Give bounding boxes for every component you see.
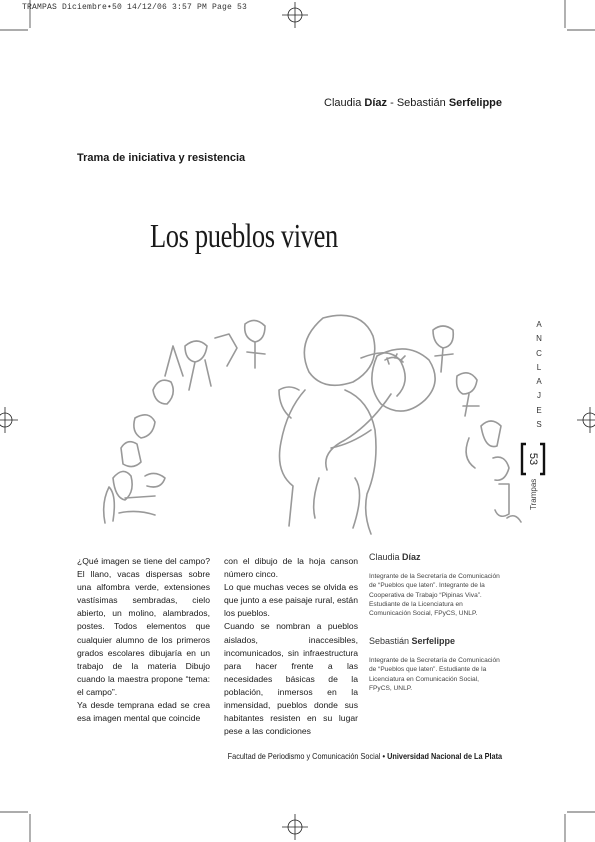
article-title: Los pueblos viven [150, 218, 338, 255]
bio-author-2-name [369, 636, 455, 646]
print-slug: TRAMPAS Diciembre•50 14/12/06 3:57 PM Page 53 [22, 3, 248, 12]
side-letter: N [536, 334, 542, 344]
footer-university: Universidad Nacional de La Plata [387, 751, 502, 761]
bio-author-1-name [369, 552, 421, 562]
side-letter: J [537, 391, 541, 401]
page-number: 53 [527, 452, 539, 466]
body-paragraph: con el dibujo de la hoja canson número cinco. [224, 556, 358, 580]
side-letter: A [536, 377, 542, 387]
section-name: Trampas [529, 478, 538, 510]
body-paragraph: Ya desde temprana edad se crea esa imagen mental que coincide [77, 700, 210, 724]
page-number-box [520, 442, 546, 476]
side-letter: C [536, 348, 542, 358]
side-letter: E [536, 405, 542, 415]
page-footer [228, 751, 502, 761]
author-separator: - [390, 97, 394, 109]
bio-last-name: Serfelippe [411, 636, 456, 646]
body-column-1 [77, 555, 210, 725]
side-letter: L [536, 362, 542, 372]
footer-bullet: • [382, 751, 385, 761]
section-side-letters [533, 318, 545, 432]
bio-last-name: Díaz [402, 552, 421, 562]
bio-first-name: Claudia [369, 552, 400, 562]
side-letter: A [536, 320, 542, 329]
bio-author-2-text: Integrante de la Secretaría de Comunicación de “Pueblos que laten”. Estudiante de la Licenciatura en Comunicación Social, FPyCS, UNLP. [369, 657, 500, 692]
author2-last-name: Serfelippe [448, 97, 502, 109]
article-kicker: Trama de iniciativa y resistencia [77, 152, 246, 164]
bio-first-name: Sebastián [369, 636, 410, 646]
body-paragraph: Cuando se nombran a pueblos aislados, inaccesibles, incomunicados, sin infraestructura para hacer frente a las necesidades básicas de la población, inmersos en la inmensidad, pueblos donde sus habitantes resisten en su lugar pese a las condiciones [224, 621, 358, 737]
bio-author-1-text: Integrante de la Secretaría de Comunicación de “Pueblos que laten”. Integrante de la Cooperativa de Trabajo “Pipinas Viva”. Estudiante de la Licenciatura en Comunicación Social, FPyCS, UNLP. [369, 573, 500, 618]
body-paragraph: Lo que muchas veces se olvida es que junto a ese paisaje rural, están los pueblos. [224, 582, 358, 619]
article-authors [324, 97, 502, 109]
author1-last-name: Díaz [364, 97, 388, 109]
author2-first-name: Sebastián [396, 97, 446, 109]
side-letter: S [536, 420, 542, 430]
footer-faculty: Facultad de Periodismo y Comunicación Social [227, 751, 381, 761]
body-paragraph: ¿Qué imagen se tiene del campo? El llano, vacas dispersas sobre una alfombra verde, extensiones vastísimas sembradas, cielo abierto, un molino, alambrados, postes. Todos elementos que cualquier alumno de los primeros grados escolares dibujaría en un trabajo de la materia Dibujo cuando la maestra propone “tema: el campo”. [77, 556, 210, 697]
author1-first-name: Claudia [324, 97, 362, 109]
body-column-2 [224, 555, 358, 738]
line-art-illustration [95, 298, 540, 540]
